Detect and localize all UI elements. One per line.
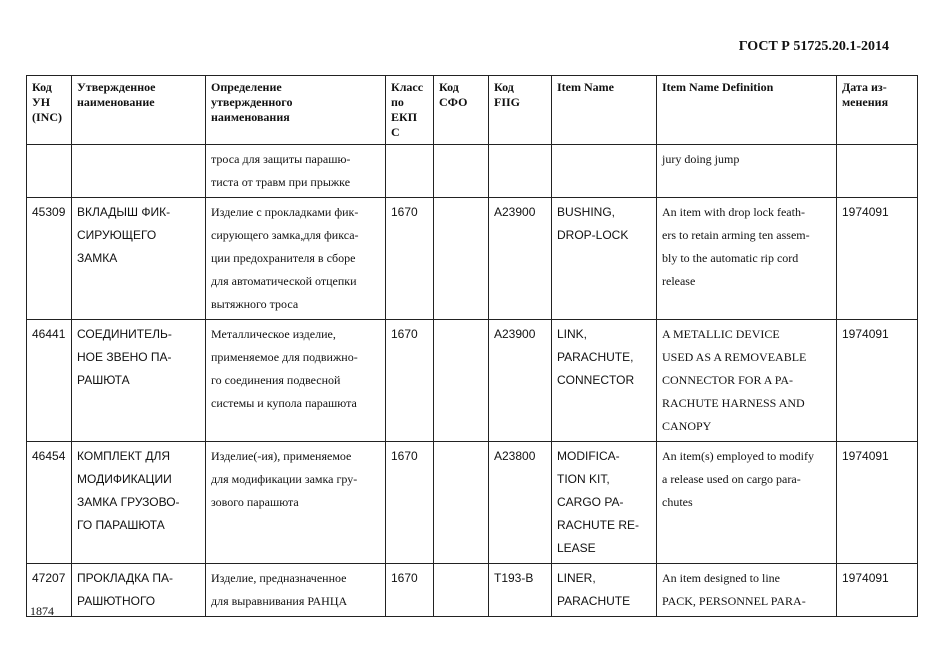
cell-line: троса для защиты парашю- <box>211 152 351 166</box>
cell-line: A23900 <box>494 205 536 219</box>
cell-line: МОДИФИКАЦИИ <box>77 472 172 486</box>
table-row <box>27 442 918 564</box>
cell-line: An item(s) employed to modify <box>662 449 814 463</box>
cell-line: An item designed to line <box>662 571 780 585</box>
header-line: Код <box>439 80 459 94</box>
cell-line: PACK, PERSONNEL PARA- <box>662 594 806 608</box>
cell-line: Изделие, предназначенное <box>211 571 347 585</box>
header-line: УН <box>32 95 51 109</box>
item-definition-cell <box>657 145 837 198</box>
cell-line: 1974091 <box>842 327 889 341</box>
cell-line: Металлическое изделие, <box>211 327 336 341</box>
cell-line: DROP-LOCK <box>557 228 629 242</box>
date-cell <box>837 320 918 442</box>
header-line: Item Name <box>557 80 614 94</box>
cell-line: 1974091 <box>842 449 889 463</box>
definition-cell <box>206 145 386 198</box>
table-row <box>27 564 918 617</box>
class-cell <box>386 198 434 320</box>
cell-line: LINER, <box>557 571 596 585</box>
sfo-cell <box>434 564 489 617</box>
cell-line: release <box>662 274 696 288</box>
col-sfo-header <box>434 76 489 145</box>
cell-line: зового парашюта <box>211 495 299 509</box>
cell-line: го соединения подвесной <box>211 373 341 387</box>
cell-line: RACHUTE RE- <box>557 518 640 532</box>
page-number: 1874 <box>30 604 54 618</box>
header-line: Утвержденное <box>77 80 156 94</box>
date-cell <box>837 145 918 198</box>
cell-line: ции предохранителя в сборе <box>211 251 356 265</box>
definition-cell <box>206 198 386 320</box>
fiig-cell <box>489 442 552 564</box>
cell-line: MODIFICA- <box>557 449 620 463</box>
header-line: Код <box>494 80 514 94</box>
cell-line: 1670 <box>391 205 418 219</box>
header-line: наименование <box>77 95 155 109</box>
col-approved-name-header <box>72 76 206 145</box>
cell-line: a release used on cargo para- <box>662 472 801 486</box>
cell-line: РАШЮТНОГО <box>77 594 156 608</box>
cell-line: для автоматической отцепки <box>211 274 357 288</box>
cell-line: для выравнивания РАНЦА <box>211 594 348 608</box>
sfo-cell <box>434 320 489 442</box>
cell-line: TION KIT, <box>557 472 610 486</box>
cell-line: РАШЮТА <box>77 373 130 387</box>
sfo-cell <box>434 198 489 320</box>
approved-name-cell <box>72 198 206 320</box>
table-row <box>27 320 918 442</box>
fiig-cell <box>489 145 552 198</box>
cell-line: T193-B <box>494 571 534 585</box>
item-name-cell <box>552 320 657 442</box>
cell-line: НОЕ ЗВЕНО ПА- <box>77 350 172 364</box>
sfo-cell <box>434 442 489 564</box>
col-inc-header <box>27 76 72 145</box>
cell-line: An item with drop lock feath- <box>662 205 805 219</box>
class-cell <box>386 564 434 617</box>
header-line: по <box>391 95 404 109</box>
cell-line: CARGO PA- <box>557 495 624 509</box>
table-header-row <box>27 76 918 145</box>
cell-line: USED AS A REMOVEABLE <box>662 350 807 364</box>
approved-name-cell <box>72 145 206 198</box>
date-cell <box>837 564 918 617</box>
header-line: СФО <box>439 95 468 109</box>
inc-cell <box>27 320 72 442</box>
approved-name-cell <box>72 320 206 442</box>
cell-line: bly to the automatic rip cord <box>662 251 799 265</box>
header-line: Определение <box>211 80 282 94</box>
inc-cell <box>27 198 72 320</box>
header-line: Код <box>32 80 52 94</box>
header-line: FIIG <box>494 95 521 109</box>
fiig-cell <box>489 320 552 442</box>
header-line: ЕКП <box>391 110 418 124</box>
cell-line: CONNECTOR FOR A PA- <box>662 373 794 387</box>
item-definition-cell <box>657 320 837 442</box>
cell-line: 1670 <box>391 571 418 585</box>
cell-line: СИРУЮЩЕГО <box>77 228 157 242</box>
col-item-name-header <box>552 76 657 145</box>
cell-line: СОЕДИНИТЕЛЬ- <box>77 327 172 341</box>
cell-line: A23800 <box>494 449 536 463</box>
definition-cell <box>206 442 386 564</box>
cell-line: Изделие с прокладками фик- <box>211 205 359 219</box>
cell-line: ГО ПАРАШЮТА <box>77 518 165 532</box>
date-cell <box>837 198 918 320</box>
cell-line: ЗАМКА ГРУЗОВО- <box>77 495 180 509</box>
date-cell <box>837 442 918 564</box>
item-definition-cell <box>657 564 837 617</box>
table-row <box>27 145 918 198</box>
item-definition-cell <box>657 442 837 564</box>
document-standard-header: ГОСТ Р 51725.20.1-2014 <box>738 39 889 54</box>
cell-line: LINK, <box>557 327 588 341</box>
class-cell <box>386 145 434 198</box>
definition-cell <box>206 320 386 442</box>
cell-line: 1974091 <box>842 205 889 219</box>
item-name-cell <box>552 442 657 564</box>
class-cell <box>386 442 434 564</box>
sfo-cell <box>434 145 489 198</box>
header-line: утвержденного <box>211 95 293 109</box>
col-date-header <box>837 76 918 145</box>
header-line: менения <box>842 95 889 109</box>
cell-line: Изделие(-ия), применяемое <box>211 449 352 463</box>
cell-line: вытяжного троса <box>211 297 299 311</box>
cell-line: LEASE <box>557 541 596 555</box>
cell-line: BUSHING, <box>557 205 616 219</box>
data-table <box>26 75 918 617</box>
col-item-definition-header <box>657 76 837 145</box>
cell-line: CANOPY <box>662 419 712 433</box>
item-name-cell <box>552 145 657 198</box>
cell-line: ВКЛАДЫШ ФИК- <box>77 205 171 219</box>
cell-line: CONNECTOR <box>557 373 635 387</box>
cell-line: ЗАМКА <box>77 251 118 265</box>
inc-cell <box>27 145 72 198</box>
header-line: Item Name Definition <box>662 80 774 94</box>
header-line: (INC) <box>32 110 62 124</box>
cell-line: ers to retain arming ten assem- <box>662 228 810 242</box>
cell-line: для модификации замка гру- <box>211 472 358 486</box>
cell-line: 46454 <box>32 449 66 463</box>
fiig-cell <box>489 198 552 320</box>
cell-line: применяемое для подвижно- <box>211 350 358 364</box>
cell-line: RACHUTE HARNESS AND <box>662 396 805 410</box>
cell-line: КОМПЛЕКТ ДЛЯ <box>77 449 171 463</box>
cell-line: тиста от травм при прыжке <box>211 175 351 189</box>
cell-line: chutes <box>662 495 693 509</box>
cell-line: 1670 <box>391 449 418 463</box>
col-definition-header <box>206 76 386 145</box>
table-row <box>27 198 918 320</box>
cell-line: PARACHUTE, <box>557 350 634 364</box>
col-fiig-header <box>489 76 552 145</box>
header-line: наименования <box>211 110 290 124</box>
cell-line: системы и купола парашюта <box>211 396 357 410</box>
col-class-header <box>386 76 434 145</box>
fiig-cell <box>489 564 552 617</box>
approved-name-cell <box>72 442 206 564</box>
cell-line: jury doing jump <box>662 152 740 166</box>
cell-line: A METALLIC DEVICE <box>662 327 780 341</box>
cell-line: сирующего замка,для фикса- <box>211 228 359 242</box>
cell-line: 47207 <box>32 571 66 585</box>
cell-line: A23900 <box>494 327 536 341</box>
item-definition-cell <box>657 198 837 320</box>
definition-cell <box>206 564 386 617</box>
cell-line: PARACHUTE <box>557 594 631 608</box>
cell-line: 1670 <box>391 327 418 341</box>
inc-cell <box>27 442 72 564</box>
class-cell <box>386 320 434 442</box>
cell-line: 1974091 <box>842 571 889 585</box>
item-name-cell <box>552 564 657 617</box>
header-line: Дата из- <box>842 80 887 94</box>
header-line: С <box>391 125 400 139</box>
item-name-cell <box>552 198 657 320</box>
cell-line: 45309 <box>32 205 66 219</box>
header-line: Класс <box>391 80 424 94</box>
cell-line: ПРОКЛАДКА ПА- <box>77 571 174 585</box>
cell-line: 46441 <box>32 327 66 341</box>
approved-name-cell <box>72 564 206 617</box>
